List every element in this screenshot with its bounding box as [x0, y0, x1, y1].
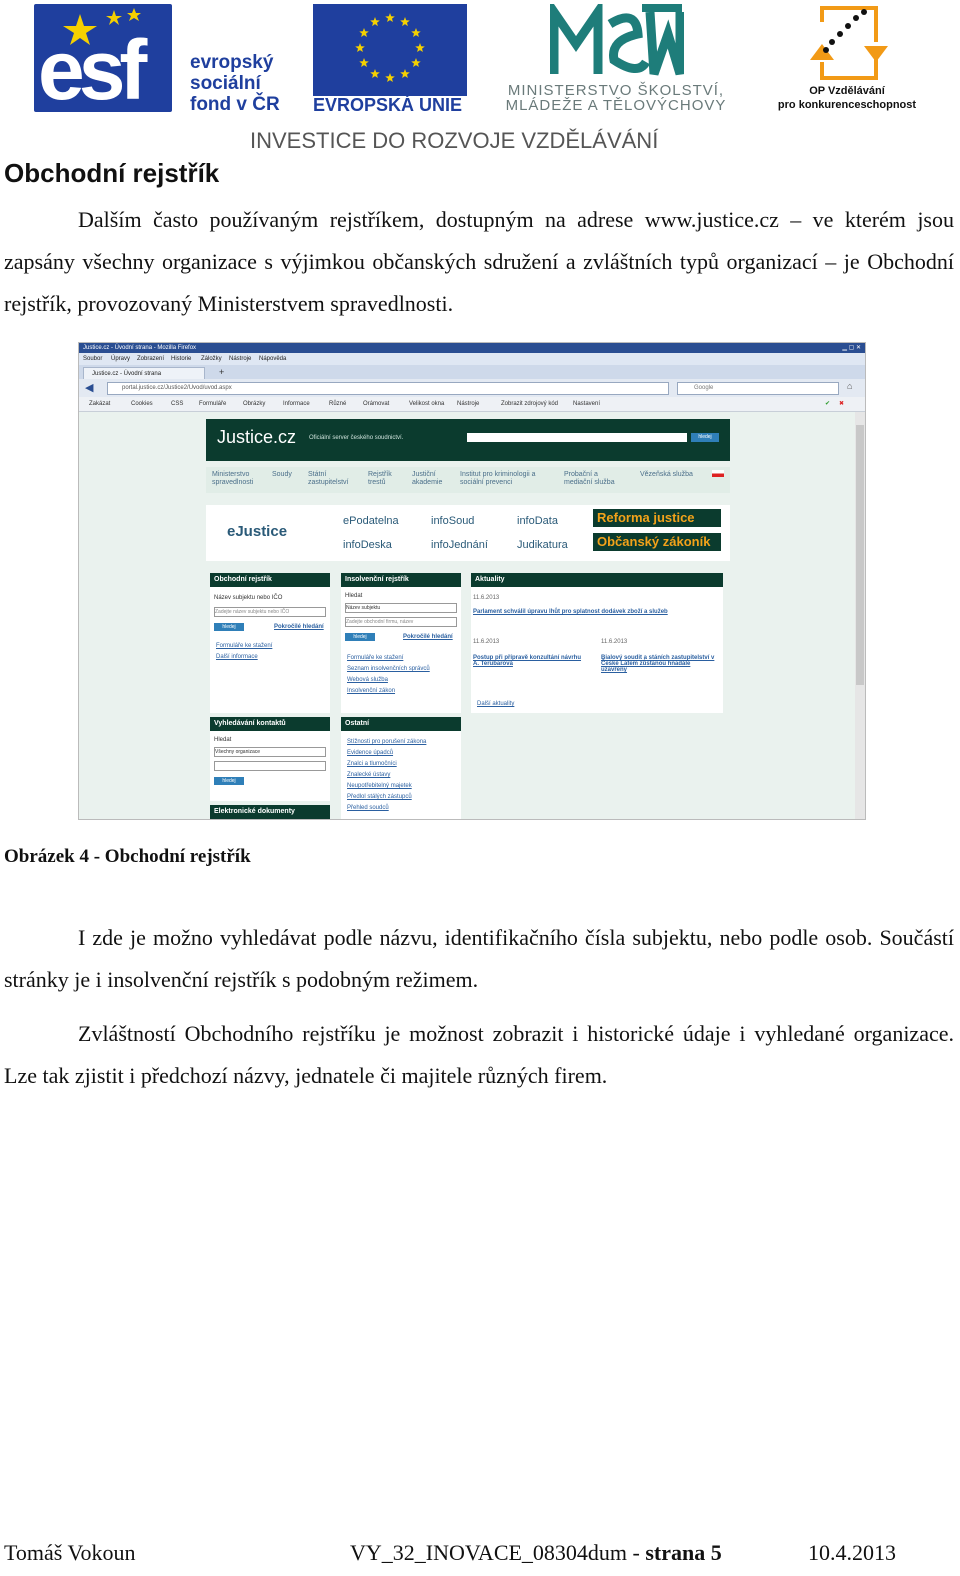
eu-star-icon	[385, 73, 395, 82]
footer-code: VY_32_INOVACE_08304dum	[350, 1540, 628, 1565]
menu-item[interactable]: Soubor	[83, 356, 103, 362]
esf-line3: fond v ČR	[190, 94, 280, 115]
op-logo-icon	[796, 2, 902, 89]
justice-screenshot	[78, 342, 866, 820]
box-other	[341, 717, 461, 819]
tile-infodata[interactable]: infoData	[517, 515, 558, 527]
investment-banner: INVESTICE DO ROZVOJE VZDĚLÁVÁNÍ	[250, 128, 659, 153]
paragraph-2: I zde je možno vyhledávat podle názvu, identifikačního čísla subjektu, nebo podle osob. Součástí stránky je i insolvenční rejstřík s podobným režimem.	[4, 925, 954, 992]
menu-item[interactable]: Nápověda	[259, 356, 287, 362]
eu-star-icon	[370, 17, 380, 26]
eu-flag-icon	[313, 4, 467, 96]
eu-star-icon	[355, 43, 365, 52]
civil-code-link[interactable]: Občanský zákoník	[593, 533, 721, 551]
page-heading: Obchodní rejstřík	[4, 158, 220, 188]
justice-tagline: Oficiální server českého soudnictví.	[309, 435, 404, 441]
other-link[interactable]: Stížnosti pro porušení zákona	[347, 739, 427, 745]
news-more-link[interactable]: Další aktuality	[477, 701, 515, 707]
menu-item[interactable]: Nástroje	[229, 356, 252, 362]
eu-star-icon	[400, 17, 410, 26]
msmt-line1: MINISTERSTVO ŠKOLSTVÍ,	[507, 82, 725, 99]
footer-author: Tomáš Vokoun	[4, 1540, 136, 1565]
nav-item[interactable]: Justiční akademie	[412, 471, 443, 486]
op-text	[762, 84, 932, 112]
box-title: Insolvenční rejstřík	[341, 573, 461, 587]
back-icon[interactable]: ◀	[85, 382, 94, 394]
news-date: 11.6.2013	[601, 639, 628, 645]
eu-star-icon	[359, 28, 369, 37]
or-link[interactable]: Formuláře ke stažení	[216, 643, 273, 649]
eu-star-icon	[400, 69, 410, 78]
tile-judikatura[interactable]: Judikatura	[517, 539, 568, 551]
menu-item[interactable]: Zobrazení	[137, 356, 165, 362]
ir-select[interactable]: Název subjektu	[345, 603, 457, 613]
tile-epodatelna[interactable]: ePodatelna	[343, 515, 399, 527]
footer-separator: -	[627, 1540, 646, 1565]
esf-word: esf	[38, 23, 142, 117]
eu-star-icon	[385, 13, 395, 22]
toolbar-item[interactable]: CSS	[171, 401, 184, 407]
news-headline[interactable]: Postup při přípravě konzultání návrhu A. Terubarová	[473, 655, 582, 667]
op-line2: pro konkurenceschopnost	[777, 99, 917, 111]
toolbar-item[interactable]: Obrázky	[243, 401, 266, 407]
other-link[interactable]: Evidence úpadců	[347, 750, 394, 756]
toolbar-item[interactable]: Nastavení	[573, 401, 601, 407]
tile-infosoud[interactable]: infoSoud	[431, 515, 475, 527]
box-aktuality	[471, 573, 723, 713]
nav-item[interactable]: Rejstřík trestů	[368, 471, 392, 486]
news-headline[interactable]: Bialový soudit a stáních zastupitelství v České Latem zůstanou hnadále uzavřeny	[601, 655, 715, 673]
box-insolvencni-rejstrik	[341, 573, 461, 713]
news-date: 11.6.2013	[473, 639, 500, 645]
paragraph-1: Dalším často používaným rejstříkem, dostupným na adrese www.justice.cz – ve kterém jsou zapsány všechny organizace s výjimkou občanských sdružení a zvláštních typů organizací – je Obchodní rejstřík, provozovaný Ministerstvem spravedlnosti.	[4, 207, 954, 316]
menu-item[interactable]: Historie	[171, 356, 192, 362]
box-contacts	[210, 717, 330, 801]
toolbar-item[interactable]: Velikost okna	[409, 401, 445, 407]
msmt-logo-icon	[550, 4, 684, 85]
new-tab-icon[interactable]: +	[219, 367, 225, 377]
footer-page: strana 5	[645, 1540, 722, 1565]
or-advanced-link[interactable]: Pokročilé hledání	[274, 624, 324, 630]
ir-search-input[interactable]: Zadejte obchodní firmu, název	[345, 617, 457, 627]
toolbar-item[interactable]: Formuláře	[199, 401, 227, 407]
op-line1: OP Vzdělávání	[809, 85, 885, 97]
esf-logo	[34, 4, 172, 117]
eu-star-icon	[411, 58, 421, 67]
box-title: Elektronické dokumenty	[210, 805, 330, 819]
scrollbar-thumb[interactable]	[856, 425, 864, 685]
menu-item[interactable]: Záložky	[201, 356, 222, 362]
home-icon[interactable]: ⌂	[847, 381, 853, 391]
field-label: Hledat	[345, 593, 363, 599]
other-link[interactable]: Neupotřebitelný majetek	[347, 783, 412, 789]
contacts-search-button[interactable]: hledej	[214, 777, 244, 785]
nav-item[interactable]: Probační a mediační služba	[564, 471, 615, 486]
toolbar-item[interactable]: Zobrazit zdrojový kód	[501, 401, 559, 407]
ir-advanced-link[interactable]: Pokročilé hledání	[403, 634, 453, 640]
other-link[interactable]: Předlol stálých zástupců	[347, 794, 412, 800]
or-search-button[interactable]: hledej	[214, 623, 244, 631]
or-link[interactable]: Další informace	[216, 654, 258, 660]
box-obchodni-rejstrik	[210, 573, 330, 713]
box-title: Ostatní	[341, 717, 461, 731]
eu-star-icon	[370, 69, 380, 78]
nav-item[interactable]: Institut pro kriminologii a sociální prevenci	[460, 471, 536, 486]
eu-star-icon	[359, 58, 369, 67]
tile-infodeska[interactable]: infoDeska	[343, 539, 392, 551]
toolbar-item[interactable]: Nástroje	[457, 401, 480, 407]
webdev-toolbar	[79, 397, 865, 412]
box-title: Vyhledávání kontaktů	[210, 717, 330, 731]
msmt-line2: MLÁDEŽE A TĚLOVÝCHOVY	[505, 97, 727, 114]
contacts-select[interactable]: Všechny organizace	[214, 747, 326, 757]
msmt-text	[483, 83, 749, 113]
justice-search-input[interactable]	[467, 433, 687, 442]
justice-nav	[206, 467, 730, 493]
check-icon[interactable]: ✔	[825, 401, 831, 407]
contacts-search-input[interactable]	[214, 761, 326, 771]
toolbar-item[interactable]: Zakázat	[89, 401, 111, 407]
nav-item[interactable]: Vězeňská služba	[640, 471, 693, 478]
field-label: Název subjektu nebo IČO	[214, 595, 283, 601]
window-title: Justice.cz - Úvodní strana - Mozilla Firefox	[83, 345, 197, 351]
other-link[interactable]: Znalecké ústavy	[347, 772, 391, 778]
browser-menu	[79, 353, 865, 365]
box-edocs	[210, 805, 330, 819]
justice-search-button[interactable]: hledej	[691, 433, 719, 442]
browser-search-placeholder: Google	[694, 385, 714, 391]
esf-line1: evropský	[190, 52, 274, 73]
box-title: Aktuality	[471, 573, 723, 587]
tile-ejustice[interactable]: eJustice	[227, 523, 288, 540]
window-titlebar	[79, 343, 865, 353]
news-headline[interactable]: Parlament schválil úpravu lhůt pro splatnost dodávek zboží a služeb	[473, 609, 668, 615]
footer-date: 10.4.2013	[808, 1540, 896, 1565]
eu-star-icon	[415, 43, 425, 52]
esf-text	[190, 52, 280, 115]
nav-item[interactable]: Státní zastupitelství	[308, 471, 349, 486]
justice-logo[interactable]: Justice.cz	[217, 427, 297, 447]
ir-link[interactable]: Insolvenční zákon	[347, 688, 396, 694]
ir-search-button[interactable]: hledej	[345, 633, 375, 641]
address-url: portal.justice.cz/Justice2/Uvod/uvod.aspx	[122, 385, 232, 391]
other-link[interactable]: Přehled soudců	[347, 805, 389, 811]
reform-justice-link[interactable]: Reforma justice	[593, 509, 721, 527]
box-title: Obchodní rejstřík	[210, 573, 330, 587]
tile-infojednani[interactable]: infoJednání	[431, 539, 488, 551]
figure-caption: Obrázek 4 - Obchodní rejstřík	[4, 846, 251, 867]
news-date: 11.6.2013	[473, 595, 500, 601]
window-controls-icon[interactable]: ▁ ▢ ✕	[842, 345, 861, 351]
address-bar[interactable]	[107, 382, 669, 395]
nav-item[interactable]: Soudy	[272, 471, 292, 478]
toolbar-item[interactable]: Orámovat	[363, 401, 390, 407]
menu-item[interactable]: Úpravy	[111, 356, 131, 362]
field-label: Hledat	[214, 737, 232, 743]
toolbar-item[interactable]: Informace	[283, 401, 310, 407]
czech-flag-icon[interactable]	[712, 470, 724, 477]
toolbar-item[interactable]: Cookies	[131, 401, 153, 407]
ir-link[interactable]: Formuláře ke stažení	[347, 655, 404, 661]
or-search-input[interactable]: Zadejte název subjektu nebo IČO	[214, 607, 326, 617]
error-icon[interactable]: ✖	[839, 401, 845, 407]
browser-search[interactable]	[677, 382, 839, 395]
nav-item[interactable]: Ministerstvo spravedlnosti	[212, 471, 254, 486]
eu-stars	[313, 4, 467, 96]
ir-link[interactable]: Seznam insolvenčních správců	[347, 666, 430, 672]
eu-star-icon	[411, 28, 421, 37]
toolbar-item[interactable]: Různé	[329, 401, 347, 407]
esf-line2: sociální	[190, 73, 261, 94]
tab-label: Justice.cz - Úvodní strana	[92, 371, 162, 377]
paragraph-3: Zvláštností Obchodního rejstříku je možnost zobrazit i historické údaje i vyhledané organizace. Lze tak zjistit i předchozí názvy, jednatele či majitele různých firem.	[4, 1021, 954, 1088]
footer-docinfo	[350, 1540, 722, 1566]
ir-link[interactable]: Webová služba	[347, 677, 388, 683]
other-link[interactable]: Znalci a tlumočníci	[347, 761, 397, 767]
eu-label: EVROPSKÁ UNIE	[313, 95, 463, 115]
